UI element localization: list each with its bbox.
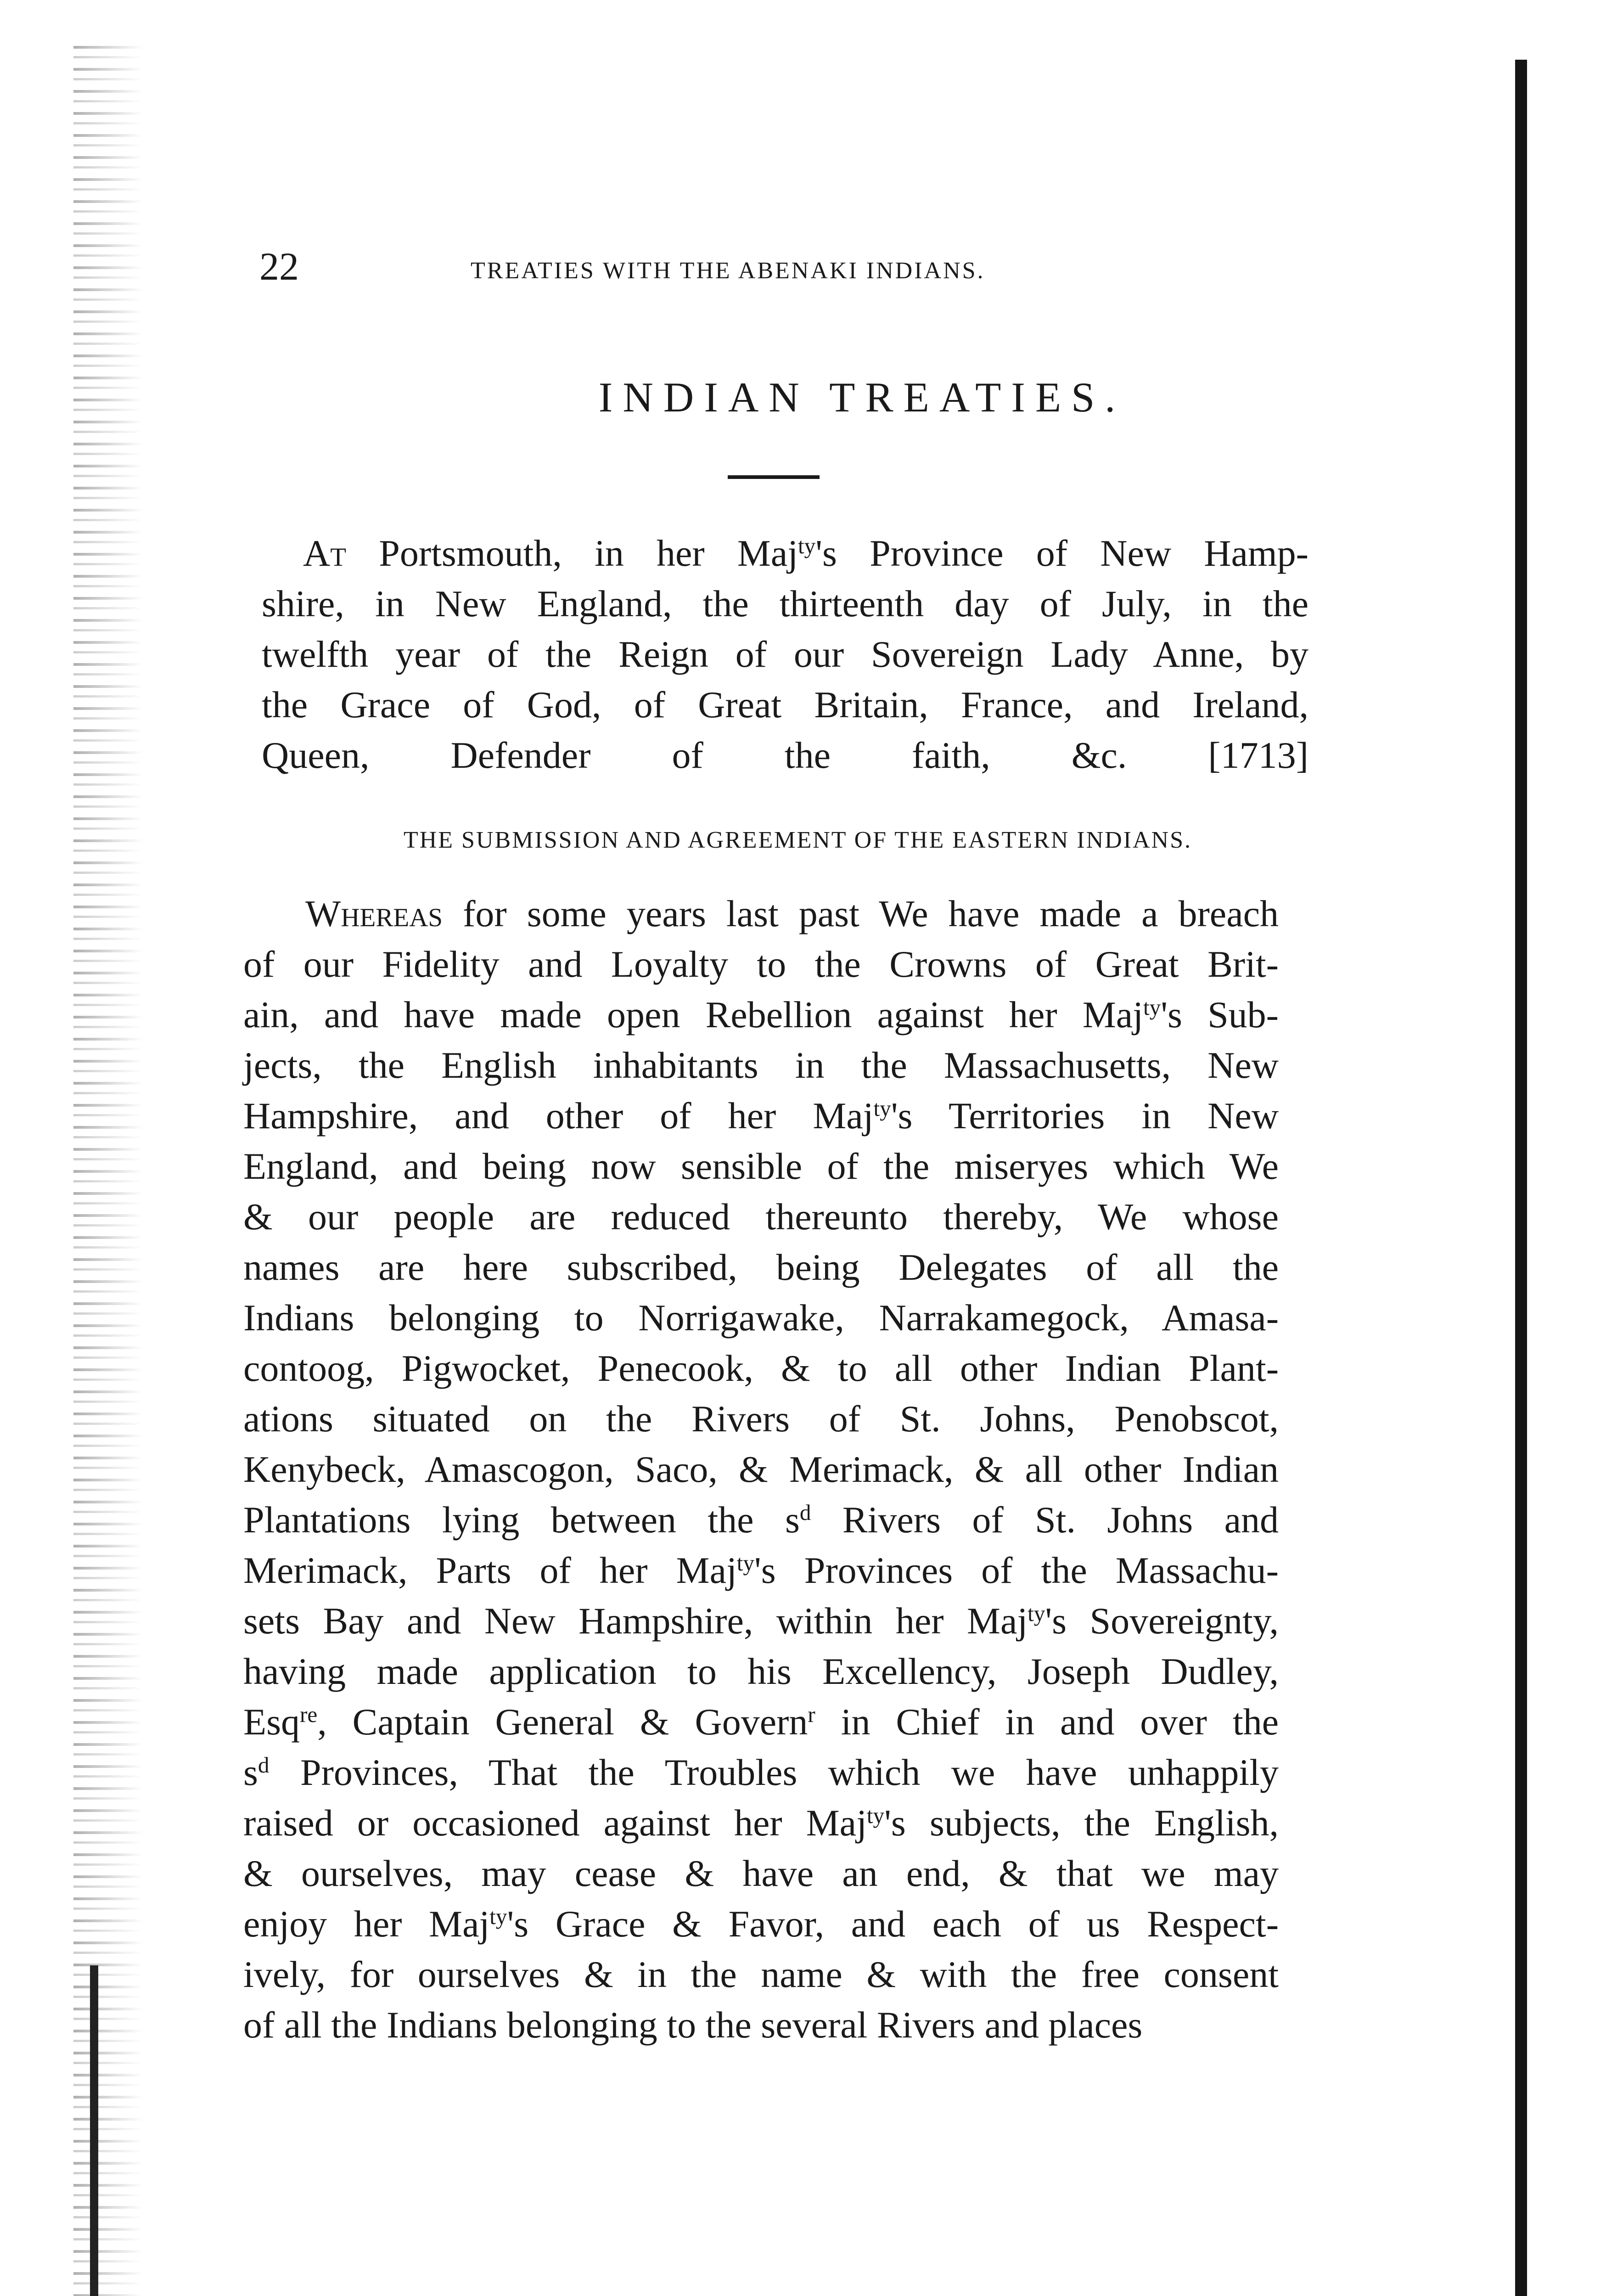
body-line: Indians belonging to Norrigawake, Narrakamegock, Amasa- — [243, 1297, 1279, 1339]
body-line: $s^d$ Provinces, That the Troubles which we have unhappily — [243, 1751, 1279, 1793]
title-rule — [728, 475, 820, 479]
binding-edge-rule — [90, 1965, 98, 2296]
line-text: Queen, Defender of the faith, &c. — [262, 734, 1127, 776]
body-line: & ourselves, may cease & have an end, & that we may — [243, 1852, 1279, 1894]
body-line: jects, the English inhabitants in the Massachusetts, New — [243, 1044, 1279, 1086]
running-header — [259, 239, 1476, 294]
preamble-line: twelfth year of the Reign of our Sovereign Lady Anne, by — [262, 633, 1309, 675]
page-number: 22 — [259, 244, 299, 288]
body-line: raised or occasioned against her Maj$^{ty}$'s subjects, the English, — [243, 1802, 1279, 1844]
body-line: ain, and have made open Rebellion against her Maj$^{ty}$'s Sub- — [243, 994, 1279, 1035]
lead-word: At — [303, 532, 347, 574]
body-line: sets Bay and New Hampshire, within her Maj$^{ty}$'s Sovereignty, — [243, 1600, 1279, 1642]
body-line: Plantations lying between the $s^d$ Rivers of St. Johns and — [243, 1499, 1279, 1541]
preamble-line: shire, in New England, the thirteenth day of July, in the — [262, 583, 1309, 625]
body-line: Merimack, Parts of her Maj$^{ty}$'s Provinces of the Massachu- — [243, 1549, 1279, 1591]
preamble-line — [262, 730, 1309, 781]
running-title: TREATIES WITH THE ABENAKI INDIANS. — [471, 258, 985, 284]
body-line: names are here subscribed, being Delegates of all the — [243, 1246, 1279, 1288]
body-line: England, and being now sensible of the miseryes which We — [243, 1145, 1279, 1187]
treaty-date: [1713] — [1208, 734, 1309, 776]
body-line: ively, for ourselves & in the name & with the free consent — [243, 1953, 1279, 1995]
subheading: THE SUBMISSION AND AGREEMENT OF THE EASTERN INDIANS. — [403, 827, 1192, 853]
section-title: INDIAN TREATIES. — [598, 374, 1126, 421]
body-line: ations situated on the Rivers of St. Johns, Penobscot, — [243, 1398, 1279, 1440]
body-line — [243, 889, 1279, 939]
line-text: Portsmouth, in her Maj$^{ty}$'s Province of New Hamp- — [346, 532, 1309, 574]
preamble-line: the Grace of God, of Great Britain, France, and Ireland, — [262, 684, 1309, 726]
body-line: enjoy her Maj$^{ty}$'s Grace & Favor, and each of us Respect- — [243, 1903, 1279, 1945]
body-line: of our Fidelity and Loyalty to the Crowns of Great Brit- — [243, 943, 1279, 985]
preamble-line — [262, 528, 1309, 579]
body-line: Kenybeck, Amascogon, Saco, & Merimack, & all other Indian — [243, 1448, 1279, 1490]
lead-word: Whereas — [305, 893, 443, 934]
line-text: for some years last past We have made a breach — [443, 893, 1279, 934]
body-line: having made application to his Excellency, Joseph Dudley, — [243, 1650, 1279, 1692]
body-line: of all the Indians belonging to the several Rivers and places — [243, 2004, 1143, 2046]
preamble-paragraph — [262, 528, 1309, 781]
body-line: contoog, Pigwocket, Penecook, & to all other Indian Plant- — [243, 1347, 1279, 1389]
body-line: & our people are reduced thereunto thereby, We whose — [243, 1196, 1279, 1238]
body-paragraph — [243, 889, 1279, 2050]
body-line: Esq$^{re}$, Captain General & Govern$^r$ in Chief in and over the — [243, 1701, 1279, 1743]
body-line: Hampshire, and other of her Maj$^{ty}$'s Territories in New — [243, 1095, 1279, 1137]
